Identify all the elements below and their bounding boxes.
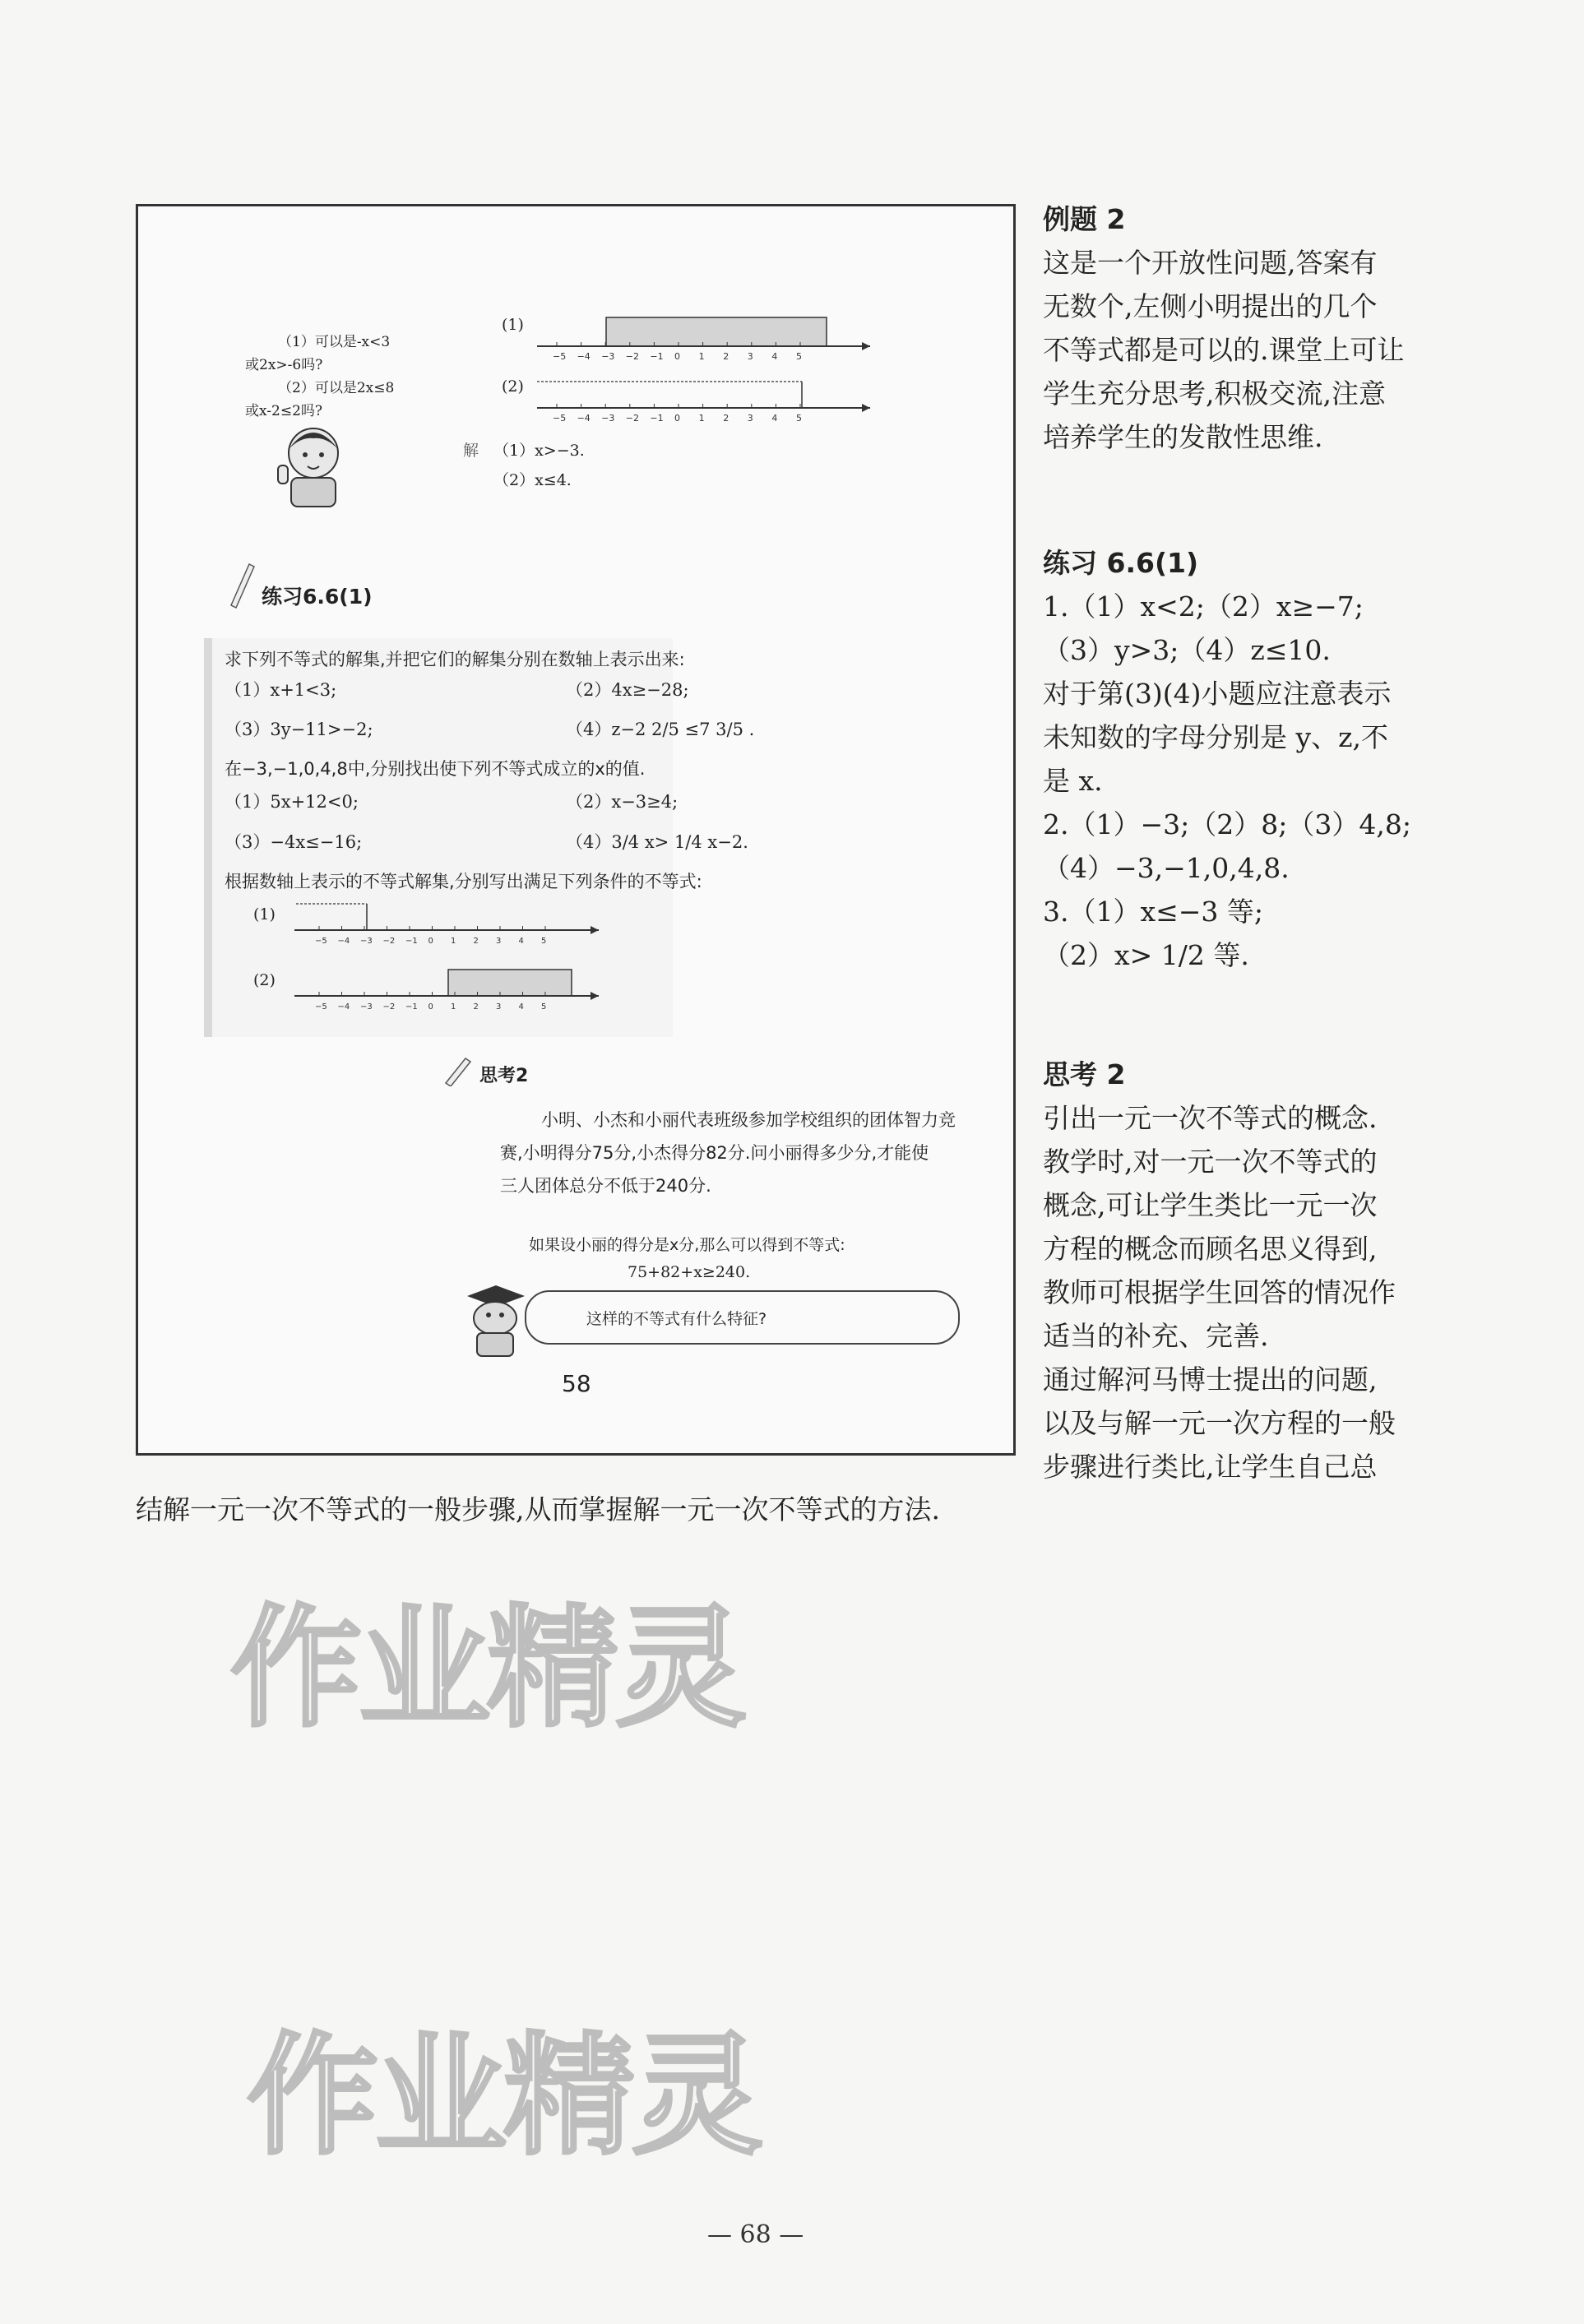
ex-answer-line-3: 对于第(3)(4)小题应注意表示 [1043, 678, 1392, 710]
tick-label: 0 [674, 351, 680, 362]
q1-item-1: （1）x+1<3; [225, 680, 337, 700]
q3-line-2-label: (2) [253, 971, 276, 989]
think-bubble-text: 这样的不等式有什么特征? [586, 1310, 767, 1328]
tick-label: −2 [625, 413, 640, 424]
ex2-line-1: 这是一个开放性问题,答案有 [1043, 247, 1378, 279]
teacher-think-title: 思考 2 [1043, 1058, 1126, 1090]
pencil-icon [225, 560, 257, 609]
q1-item-2: （2）4x≥−28; [566, 680, 689, 700]
tick-label: 0 [674, 413, 680, 424]
solution-mark: 解 [463, 442, 479, 460]
tick-label: −4 [337, 937, 350, 946]
number-line-2 [537, 375, 874, 424]
tick-label: −3 [360, 937, 373, 946]
think-inequality: 75+82+x≥240. [628, 1263, 751, 1281]
ex2-line-5: 培养学生的发散性思维. [1043, 421, 1323, 453]
tick-label: −3 [601, 413, 615, 424]
tick-label: 5 [541, 937, 547, 946]
watermark-top: 作业精灵 [230, 1591, 744, 1745]
tick-label: 2 [473, 1002, 479, 1012]
tick-label: −5 [553, 351, 567, 362]
tick-label: 5 [796, 413, 802, 424]
think-text-3: 三人团体总分不低于240分. [500, 1176, 711, 1196]
bubble-q1: （1）可以是-x<3 [278, 334, 391, 350]
ex-answer-line-6: 2.（1）−3;（2）8;（3）4,8; [1043, 808, 1411, 840]
tick-label: 4 [771, 351, 778, 362]
think-note-1: 引出一元一次不等式的概念. [1043, 1102, 1378, 1134]
tick-label: 2 [723, 413, 729, 424]
think-note-7: 通过解河马博士提出的问题, [1043, 1363, 1378, 1396]
ex-answer-line-9: （2）x> 1/2 等. [1043, 939, 1249, 971]
tick-label: −3 [360, 1002, 373, 1012]
q3-number-line-2 [294, 965, 607, 1014]
tick-label: −5 [315, 937, 327, 946]
boy-character-icon [276, 420, 350, 511]
q3-line-1-label: (1) [253, 905, 276, 924]
tick-label: −4 [337, 1002, 350, 1012]
q1-prompt: 求下列不等式的解集,并把它们的解集分别在数轴上表示出来: [225, 650, 685, 669]
q1-item-3: （3）3y−11>−2; [225, 720, 373, 739]
textbook-page-frame [136, 204, 1016, 1456]
ex-answer-line-8: 3.（1）x≤−3 等; [1043, 896, 1263, 928]
ex-answer-line-1: 1.（1）x<2;（2）x≥−7; [1043, 590, 1364, 623]
tick-label: −1 [405, 937, 418, 946]
tick-label: 1 [451, 937, 456, 946]
q2-item-4: （4）3/4 x> 1/4 x−2. [566, 832, 748, 852]
think-text-4: 如果设小丽的得分是x分,那么可以得到不等式: [529, 1236, 845, 1254]
watermark-bottom: 作业精灵 [247, 2019, 761, 2173]
number-line-1 [537, 313, 874, 363]
bubble-q2: （2）可以是2x≤8 [278, 380, 395, 396]
tick-label: 3 [747, 351, 753, 362]
tick-label: 0 [428, 937, 433, 946]
teacher-notes [1043, 197, 1569, 459]
tick-label: 4 [518, 1002, 524, 1012]
tick-label: −1 [650, 413, 664, 424]
think-pencil-icon [442, 1053, 475, 1086]
ex2-line-3: 不等式都是可以的.课堂上可让 [1043, 334, 1405, 366]
tick-label: −2 [382, 937, 396, 946]
tick-label: −4 [577, 351, 591, 362]
tick-label: 5 [541, 1002, 547, 1012]
tick-label: 3 [496, 937, 502, 946]
ex-answer-line-5: 是 x. [1043, 765, 1103, 797]
q1-item-4: （4）z−2 2/5 ≤7 3/5 . [566, 720, 755, 739]
ex-answer-line-2: （3）y>3;（4）z≤10. [1043, 634, 1331, 666]
think-note-5: 教师可根据学生回答的情况作 [1043, 1276, 1396, 1308]
think-note-6: 适当的补充、完善. [1043, 1320, 1269, 1352]
tick-label: 3 [496, 1002, 502, 1012]
bottom-continuation-line: 结解一元一次不等式的一般步骤,从而掌握解一元一次不等式的方法. [136, 1493, 940, 1525]
q2-item-3: （3）−4x≤−16; [225, 832, 363, 852]
tick-label: 2 [473, 937, 479, 946]
q2-prompt: 在−3,−1,0,4,8中,分别找出使下列不等式成立的x的值. [225, 759, 646, 779]
q2-item-1: （1）5x+12<0; [225, 792, 359, 812]
ex-answer-line-4: 未知数的字母分别是 y、z,不 [1043, 721, 1389, 753]
ex2-line-2: 无数个,左侧小明提出的几个 [1043, 290, 1378, 322]
tick-label: 1 [698, 351, 705, 362]
tick-label: 2 [723, 351, 729, 362]
tick-label: 3 [747, 413, 753, 424]
think-note-4: 方程的概念而顾名思义得到, [1043, 1233, 1378, 1265]
tick-label: 4 [518, 937, 524, 946]
ex2-line-4: 学生充分思考,积极交流,注意 [1043, 377, 1386, 410]
tick-label: −4 [577, 413, 591, 424]
tick-label: −1 [650, 351, 664, 362]
page-number: — 68 — [707, 2220, 804, 2249]
teacher-exercise-notes [1043, 541, 1569, 977]
ex-answer-line-7: （4）−3,−1,0,4,8. [1043, 852, 1290, 884]
tick-label: 1 [451, 1002, 456, 1012]
tick-label: 5 [796, 351, 802, 362]
book-page-number: 58 [562, 1370, 591, 1397]
tick-label: −3 [601, 351, 615, 362]
number-line-1-label: (1) [502, 316, 524, 334]
think-text-1: 小明、小杰和小丽代表班级参加学校组织的团体智力竞 [541, 1110, 956, 1130]
tick-label: 1 [698, 413, 705, 424]
solution-1: （1）x>−3. [493, 442, 585, 460]
bubble-q1b: 或2x>-6吗? [245, 357, 323, 373]
tick-label: −5 [315, 1002, 327, 1012]
teacher-exercise-title: 练习 6.6(1) [1043, 547, 1199, 579]
number-line-2-label: (2) [502, 377, 524, 396]
think-note-2: 教学时,对一元一次不等式的 [1043, 1146, 1378, 1178]
tick-label: −2 [625, 351, 640, 362]
ex2-title: 例题 2 [1043, 203, 1126, 235]
think-note-8: 以及与解一元一次方程的一般 [1043, 1407, 1396, 1439]
solution-shading [606, 317, 827, 346]
think-note-9: 步骤进行类比,让学生自己总 [1043, 1451, 1378, 1483]
teacher-think-notes [1043, 1053, 1569, 1488]
think-text-2: 赛,小明得分75分,小杰得分82分.问小丽得多少分,才能使 [500, 1143, 929, 1163]
dr-hippo-icon [459, 1284, 529, 1358]
tick-label: −5 [553, 413, 567, 424]
q3-number-line-1 [294, 899, 607, 948]
bubble-q2b: 或x-2≤2吗? [245, 403, 323, 419]
think-note-3: 概念,可让学生类比一元一次 [1043, 1189, 1378, 1221]
tick-label: −2 [382, 1002, 396, 1012]
solution-2: （2）x≤4. [493, 471, 572, 489]
tick-label: 4 [771, 413, 778, 424]
tick-label: 0 [428, 1002, 433, 1012]
q2-item-2: （2）x−3≥4; [566, 792, 679, 812]
tick-label: −1 [405, 1002, 418, 1012]
exercise-title: 练习6.6(1) [262, 585, 373, 609]
q3-prompt: 根据数轴上表示的不等式解集,分别写出满足下列条件的不等式: [225, 872, 702, 891]
q3-solution-shading [448, 970, 572, 996]
think-title: 思考2 [479, 1066, 529, 1086]
